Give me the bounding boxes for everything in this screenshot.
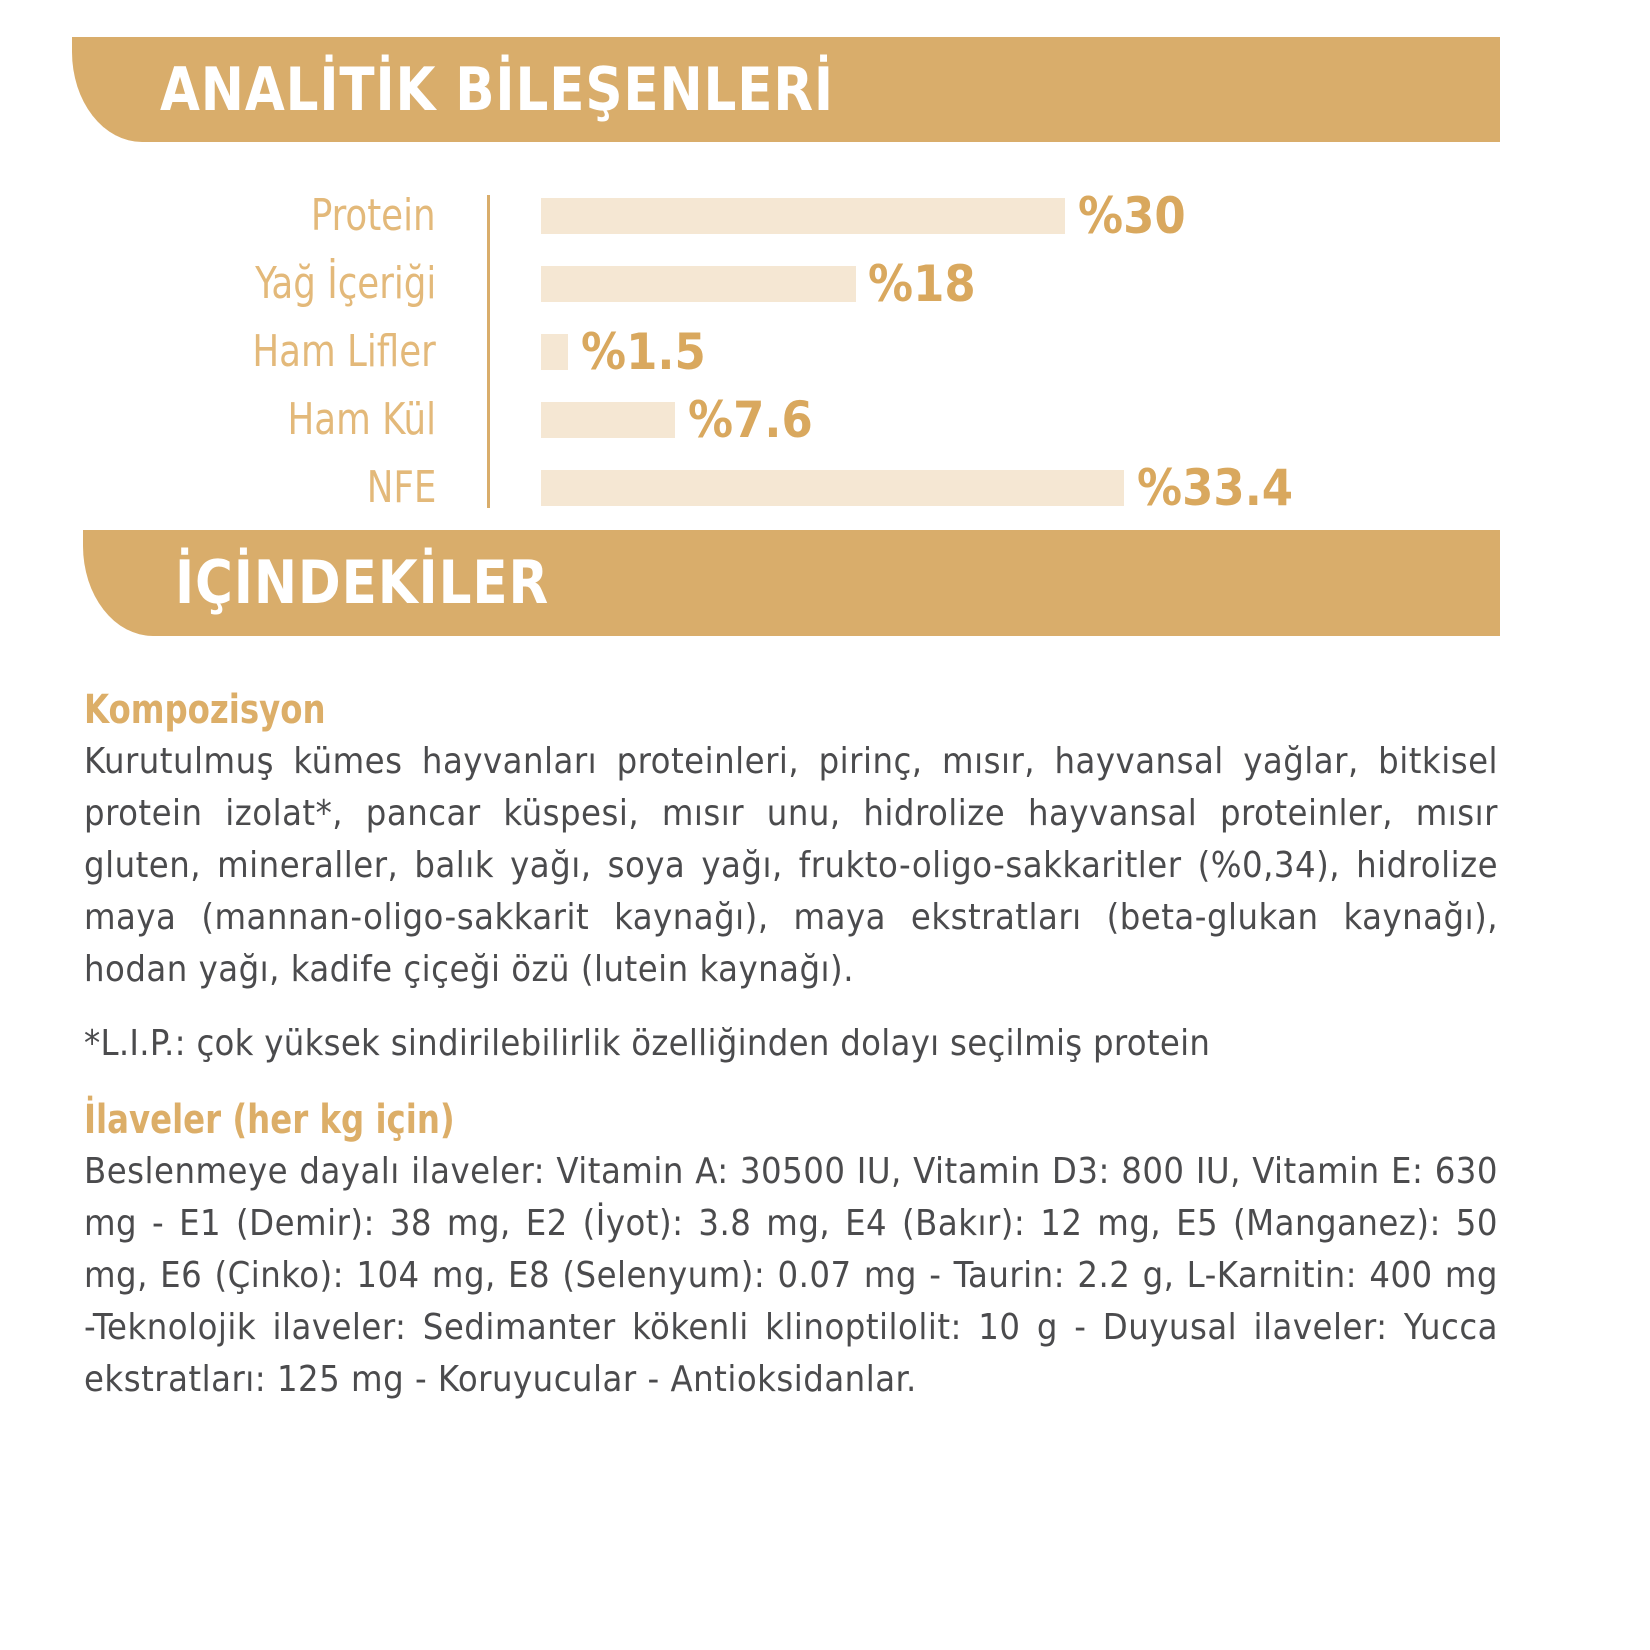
chart-row-fat	[0, 255, 1650, 313]
ingredients-banner	[83, 530, 1500, 636]
chart-label: Protein	[311, 190, 436, 241]
chart-row-nfe	[0, 459, 1650, 517]
chart-bar	[541, 334, 568, 370]
chart-value: %7.6	[688, 391, 813, 449]
chart-row-crude-fiber	[0, 323, 1650, 381]
analytic-components-banner	[72, 37, 1500, 142]
composition-heading: Kompozisyon	[84, 687, 326, 733]
chart-row-crude-ash	[0, 391, 1650, 449]
analytic-components-title: ANALİTİK BİLEŞENLERİ	[160, 54, 834, 125]
analytic-components-chart	[0, 180, 1650, 520]
composition-text: Kurutulmuş kümes hayvanları proteinleri, pirinç, mısır, hayvansal yağlar, bitkisel protein izolat*, pancar küspesi, mısır unu, hidrolize hayvansal proteinler, mısır gluten, mineraller, balık yağı, soya yağı, frukto-oligo-sakkaritler (%0,34), hidrolize maya (mannan-oligo-sakkarit kaynağı), maya ekstratları (beta-glukan kaynağı), hodan yağı, kadife çiçeği özü (lutein kaynağı).	[84, 741, 1498, 990]
ingredients-content	[84, 684, 1498, 1406]
chart-label: Ham Lifler	[252, 326, 436, 377]
chart-bar	[541, 198, 1065, 234]
chart-label: Ham Kül	[287, 394, 436, 445]
chart-value: %30	[1078, 187, 1186, 245]
chart-value: %1.5	[581, 323, 706, 381]
chart-bar	[541, 402, 675, 438]
additives-text: Beslenmeye dayalı ilaveler: Vitamin A: 30500 IU, Vitamin D3: 800 IU, Vitamin E: 630 mg - E1 (Demir): 38 mg, E2 (İyot): 3.8 mg, E4 (Bakır): 12 mg, E5 (Manganez): 50 mg, E6 (Çinko): 104 mg, E8 (Selenyum): 0.07 mg - Taurin: 2.2 g, L-Karnitin: 400 mg -Teknolojik ilaveler: Sedimanter kökenli klinoptilolit: 10 g - Duyusal ilaveler: Yucca ekstratları: 125 mg - Koruyucular - Antioksidanlar.	[84, 1151, 1498, 1400]
additives-heading: İlaveler (her kg için)	[84, 1097, 455, 1143]
chart-label: Yağ İçeriği	[254, 258, 436, 309]
chart-row-protein	[0, 187, 1650, 245]
chart-bar	[541, 266, 856, 302]
chart-label: NFE	[366, 462, 436, 513]
chart-value: %33.4	[1137, 459, 1294, 517]
chart-bar	[541, 470, 1124, 506]
composition-footnote: *L.I.P.: çok yüksek sindirilebilirlik özelliğinden dolayı seçilmiş protein	[84, 1023, 1211, 1064]
chart-value: %18	[868, 255, 976, 313]
ingredients-title: İÇİNDEKİLER	[175, 548, 550, 618]
